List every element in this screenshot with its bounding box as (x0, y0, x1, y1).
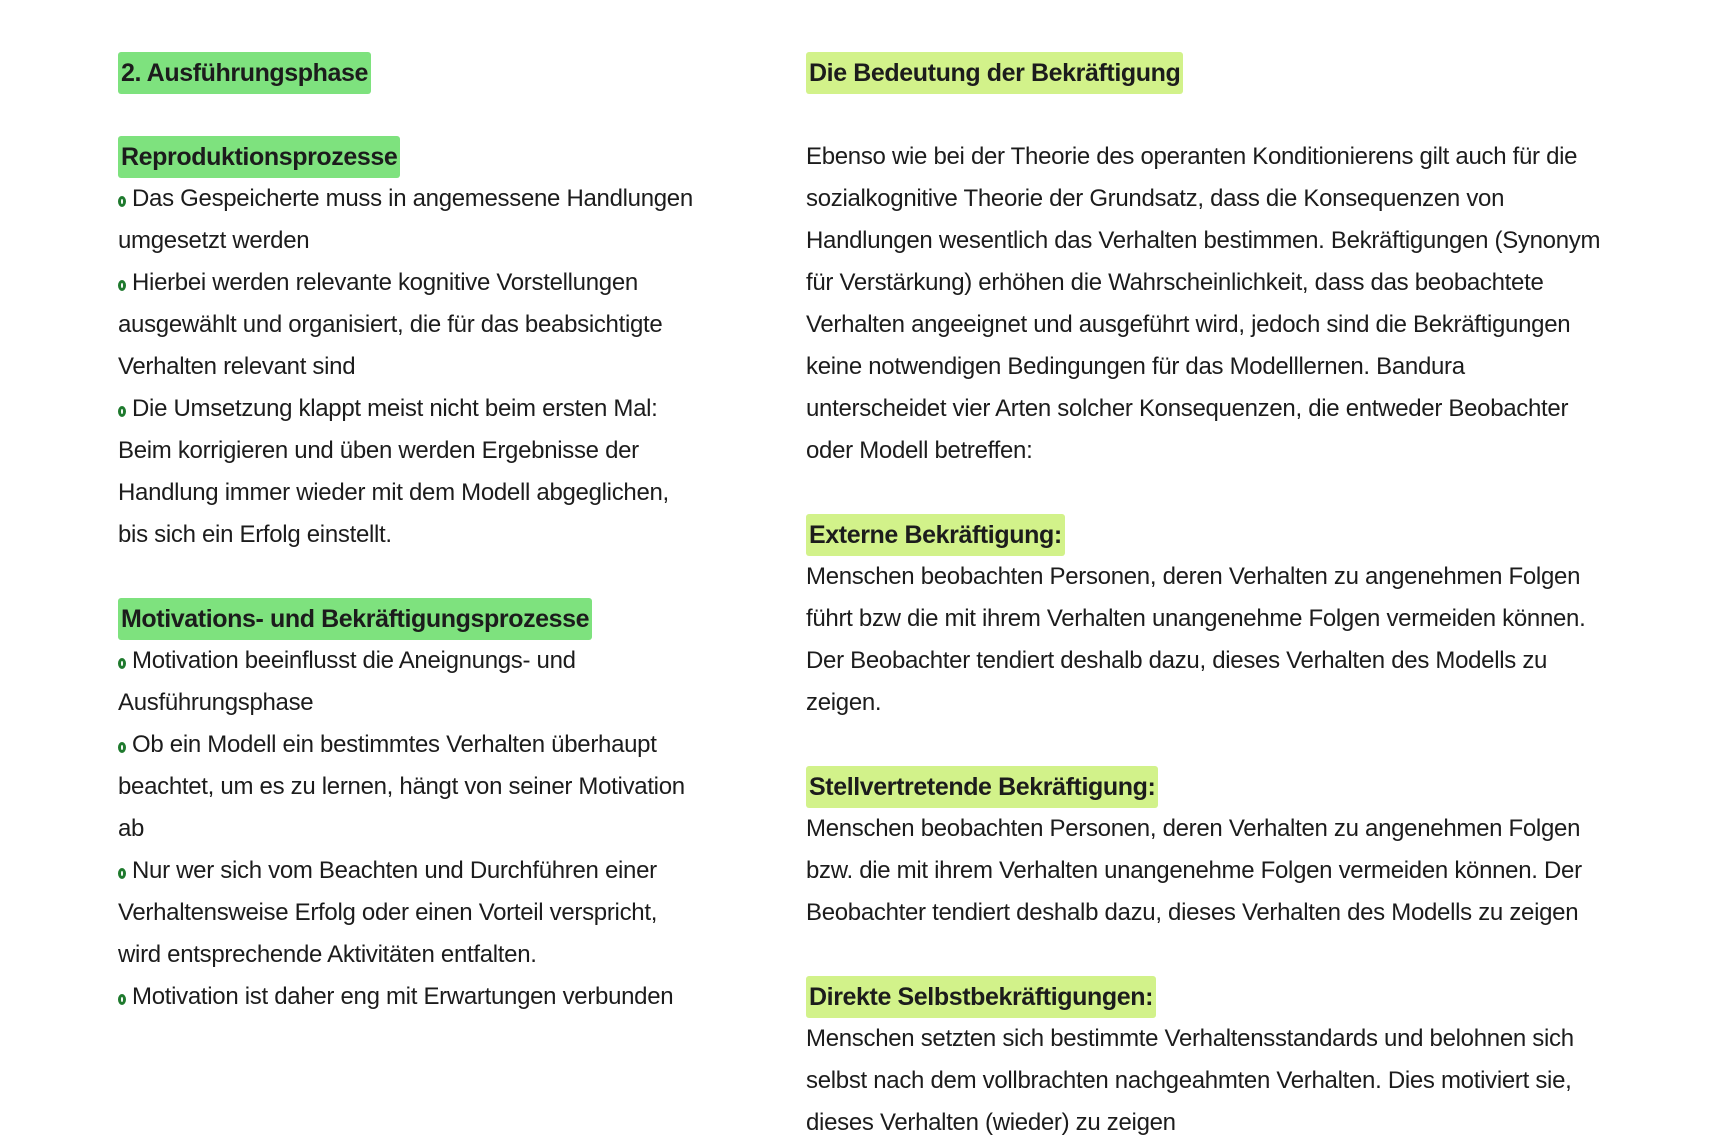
bullet-icon (118, 868, 126, 879)
bullet-icon (118, 196, 126, 207)
section-title-extern: Externe Bekräftigung: (806, 514, 1065, 556)
bullet-icon (118, 280, 126, 291)
bullet-icon (118, 406, 126, 417)
reinforcement-title: Die Bedeutung der Bekräftigung (806, 52, 1183, 94)
list-item: Motivation beeinflusst die Aneignungs- und Ausführungsphase (118, 647, 576, 716)
section-title-reproduktion: Reproduktionsprozesse (118, 136, 400, 178)
bullet-icon (118, 994, 126, 1005)
list-item: Nur wer sich vom Beachten und Durchführen einer Verhaltensweise Erfolg oder einen Vorteil verspricht, wird entsprechende Aktivitäten entfalten. (118, 857, 658, 968)
list-item: Das Gespeicherte muss in angemessene Handlungen umgesetzt werden (118, 185, 693, 254)
bullet-icon (118, 658, 126, 669)
section-text-selbst: Menschen setzten sich bestimmte Verhaltensstandards und belohnen sich selbst nach dem vollbrachten nachgeahmten Verhalten. Dies motiviert sie, dieses Verhalten (wieder) zu zeigen (806, 1025, 1574, 1136)
section-text-extern: Menschen beobachten Personen, deren Verhalten zu angenehmen Folgen führt bzw die mit ihrem Verhalten unangenehme Folgen vermeiden können. Der Beobachter tendiert deshalb dazu, dieses Verhalten des Modells zu zeigen. (806, 563, 1586, 716)
list-item: Die Umsetzung klappt meist nicht beim ersten Mal: Beim korrigieren und üben werden Ergebnisse der Handlung immer wieder mit dem Modell abgeglichen, bis sich ein Erfolg einstellt. (118, 395, 669, 548)
section-text-stellvertretend: Menschen beobachten Personen, deren Verhalten zu angenehmen Folgen bzw. die mit ihrem Verhalten unangenehme Folgen vermeiden können. Der Beobachter tendiert deshalb dazu, dieses Verhalten des Modells zu zeigen (806, 815, 1582, 926)
section-title-stellvertretend: Stellvertretende Bekräftigung: (806, 766, 1158, 808)
left-column (118, 52, 698, 1018)
section-title-motivation: Motivations- und Bekräftigungsprozesse (118, 598, 592, 640)
intro-paragraph: Ebenso wie bei der Theorie des operanten Konditionierens gilt auch für die sozialkognitive Theorie der Grundsatz, dass die Konsequenzen von Handlungen wesentlich das Verhalten bestimmen. Bekräftigungen (Synonym für Verstärkung) erhöhen die Wahrscheinlichkeit, dass das beobachtete Verhalten angeeignet und ausgeführt wird, jedoch sind die Bekräftigungen keine notwendigen Bedingungen für das Modelllernen. Bandura unterscheidet vier Arten solcher Konsequenzen, die entweder Beobachter oder Modell betreffen: (806, 143, 1601, 464)
list-item: Hierbei werden relevante kognitive Vorstellungen ausgewählt und organisiert, die für das beabsichtigte Verhalten relevant sind (118, 269, 663, 380)
list-item: Ob ein Modell ein bestimmtes Verhalten überhaupt beachtet, um es zu lernen, hängt von seiner Motivation ab (118, 731, 685, 842)
phase-title: 2. Ausführungsphase (118, 52, 371, 94)
right-column (806, 52, 1606, 1144)
section-title-selbst: Direkte Selbstbekräftigungen: (806, 976, 1156, 1018)
bullet-icon (118, 742, 126, 753)
list-item: Motivation ist daher eng mit Erwartungen verbunden (118, 976, 698, 1018)
